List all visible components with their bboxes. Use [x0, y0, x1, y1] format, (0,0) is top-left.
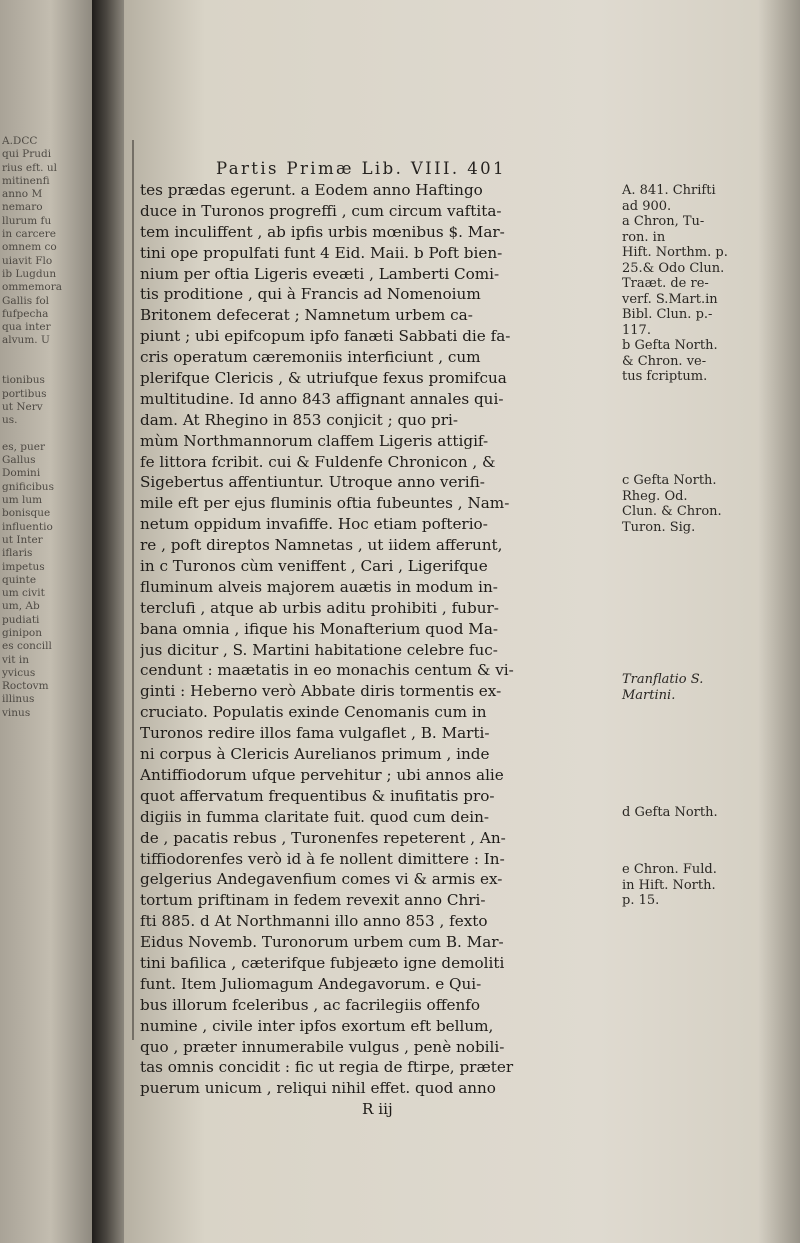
- facing-page-fragment: gnificibus: [2, 480, 54, 493]
- facing-page-fragment: iflaris: [2, 547, 33, 560]
- text-line: gelgerius Andegavenfium comes vi & armis ex-: [140, 870, 503, 889]
- margin-note-line: Rheg. Od.: [622, 488, 688, 504]
- text-line: duce in Turonos progreffi , cum circum vaftita-: [140, 201, 502, 220]
- text-line: bana omnia , ifique his Monafterium quod Ma-: [140, 619, 499, 638]
- facing-page-fragment: pudiati: [2, 613, 40, 626]
- text-line: in c Turonos cùm veniffent , Cari , Ligerifque: [140, 557, 488, 576]
- text-line: fe littora fcribit. cui & Fuldenfe Chronicon , &: [140, 452, 496, 471]
- text-line: cris operatum cæremoniis interficiunt , cum: [140, 348, 481, 367]
- text-line: ni corpus à Clericis Aurelianos primum , inde: [140, 745, 490, 764]
- text-line: puerum unicum , reliqui nihil effet. quod anno: [140, 1079, 496, 1098]
- text-line: tis proditione , qui à Francis ad Nomenoium: [140, 285, 481, 304]
- margin-note-line: A. 841. Chrifti: [622, 183, 716, 198]
- text-line: jus dicitur , S. Martini habitatione celebre fuc-: [140, 640, 498, 659]
- facing-page-fragment: um, Ab: [2, 600, 40, 613]
- margin-note: [622, 473, 772, 535]
- text-line: Eidus Novemb. Turonorum urbem cum B. Mar-: [140, 933, 504, 952]
- text-line: re , poft direptos Namnetas , ut iidem afferunt,: [140, 536, 503, 555]
- text-line: funt. Item Juliomagum Andegavorum. e Qui-: [140, 974, 482, 993]
- facing-page-fragment: tionibus: [2, 374, 45, 387]
- facing-page-fragment: [2, 428, 88, 441]
- running-head: Partis Primæ Lib. VIII. 401: [216, 159, 506, 178]
- text-line: Antiffiodorum ufque pervehitur ; ubi annos alie: [140, 765, 504, 784]
- facing-page-fragment: es, puer: [2, 440, 45, 453]
- book-gutter: [92, 0, 124, 1243]
- text-line: fluminum alveis majorem auætis in modum in-: [140, 577, 498, 596]
- margin-note-line: 25.& Odo Clun.: [622, 260, 725, 276]
- text-line: tini bafilica , cæterifque fubjeæto igne demoliti: [140, 953, 505, 972]
- margin-note-line: c Gefta North.: [622, 473, 717, 488]
- margin-note-line: in Hift. North.: [622, 877, 716, 893]
- text-line: nium per oftia Ligeris eveæti , Lamberti Comi-: [140, 264, 500, 283]
- margin-note-line: verf. S.Mart.in: [622, 291, 718, 307]
- margin-note-line: p. 15.: [622, 893, 660, 908]
- margin-note-line: Bibl. Clun. p.-: [622, 307, 713, 322]
- facing-page-fragment: ib Lugdun: [2, 267, 57, 280]
- facing-page-fragment: influentio: [2, 520, 53, 533]
- text-line: bus illorum fceleribus , ac facrilegiis offenfo: [140, 995, 481, 1014]
- facing-page-fragment: Roctovm: [2, 680, 49, 693]
- facing-page-fragment: uiavit Flo: [2, 254, 53, 267]
- text-line: tortum priftinam in fedem revexit anno Chri-: [140, 891, 486, 910]
- main-text-column: [140, 180, 660, 1120]
- facing-page-fragment: um lum: [2, 494, 43, 507]
- facing-page-fragment: us.: [2, 414, 18, 427]
- margin-note-line: Tranflatio S.: [622, 672, 704, 687]
- facing-page-fragment: llurum fu: [2, 214, 52, 227]
- text-line: fti 885. d At Northmanni illo anno 853 , fexto: [140, 912, 488, 931]
- margin-note-line: Turon. Sig.: [622, 519, 696, 535]
- margin-note-line: Hift. Northm. p.: [622, 245, 728, 260]
- margin-note-line: tus fcriptum.: [622, 369, 708, 384]
- margin-note: [622, 805, 772, 821]
- text-line: cruciato. Populatis exinde Cenomanis cum in: [140, 703, 487, 722]
- facing-page-fragment: ut Nerv: [2, 400, 43, 413]
- facing-page-fragment: [2, 361, 88, 374]
- text-line: ginti : Heberno verò Abbate diris tormentis ex-: [140, 682, 502, 701]
- text-line: cendunt : maætatis in eo monachis centum & vi-: [140, 661, 514, 680]
- facing-page-fragment: in carcere: [2, 228, 56, 241]
- facing-page-fragment: Gallis fol: [2, 294, 50, 307]
- facing-page-fragment: vit in: [2, 653, 29, 666]
- text-line: Turonos redire illos fama vulgaflet , B. Marti-: [140, 724, 490, 743]
- margin-note: [622, 672, 772, 703]
- text-line: piunt ; ubi epifcopum ipfo fanæti Sabbati die fa-: [140, 327, 511, 346]
- text-line: tini ope propulfati funt 4 Eid. Maii. b Poft bien-: [140, 243, 503, 262]
- facing-page-fragments: [2, 135, 88, 720]
- text-line: quo , præter innumerabile vulgus , penè nobili-: [140, 1037, 505, 1056]
- text-line: dam. At Rhegino in 853 conjicit ; quo pri-: [140, 410, 458, 429]
- text-line: tas omnis concidit : fic ut regia de ftirpe, præter: [140, 1058, 514, 1077]
- text-line: Sigebertus affentiuntur. Utroque anno verifi-: [140, 473, 485, 492]
- text-line: digiis in fumma claritate fuit. quod cum dein-: [140, 807, 490, 826]
- facing-page-fragment: qua inter: [2, 321, 51, 334]
- margin-note-line: ad 900.: [622, 198, 672, 214]
- text-line: tem inculiffent , ab ipfis urbis mœnibus $. Mar-: [140, 222, 505, 241]
- facing-page-fragment: alvum. U: [2, 334, 50, 347]
- facing-page-fragment: portibus: [2, 387, 47, 400]
- facing-page-fragment: ut Inter: [2, 533, 43, 546]
- margin-note: [622, 862, 772, 909]
- margin-note-line: Traæt. de re-: [622, 276, 709, 291]
- facing-page-fragment: qui Prudi: [2, 148, 52, 161]
- text-line: numine , civile inter ipfos exortum eft bellum,: [140, 1016, 494, 1035]
- facing-page-fragment: es concill: [2, 640, 52, 653]
- margin-note-line: b Gefta North.: [622, 338, 718, 353]
- margin-note-line: & Chron. ve-: [622, 353, 707, 369]
- text-line: netum oppidum invafiffe. Hoc etiam pofterio-: [140, 515, 488, 534]
- facing-page-fragment: anno M: [2, 188, 43, 201]
- margin-note-line: Clun. & Chron.: [622, 504, 722, 519]
- facing-page-fragment: nemaro: [2, 201, 43, 214]
- margin-note: [622, 183, 772, 385]
- facing-page-fragment: omnem co: [2, 241, 57, 254]
- text-line: quot affervatum frequentibus & inufitatis pro-: [140, 786, 495, 805]
- facing-page-fragment: impetus: [2, 560, 45, 573]
- facing-page-fragment: vinus: [2, 706, 31, 719]
- facing-page-fragment: [2, 348, 88, 361]
- facing-page-fragment: A.DCC: [2, 135, 38, 147]
- text-line: mùm Northmannorum claffem Ligeris attigif-: [140, 431, 489, 450]
- margin-note-line: 117.: [622, 322, 651, 338]
- facing-page-edge: [0, 0, 92, 1243]
- facing-page-fragment: bonisque: [2, 507, 51, 520]
- facing-page-fragment: ommemora: [2, 281, 63, 294]
- text-line: plerifque Clericis , & utriufque fexus promifcua: [140, 369, 507, 388]
- margin-note-line: Martini.: [622, 687, 676, 703]
- facing-page-fragment: Domini: [2, 467, 41, 480]
- margin-note-line: a Chron, Tu-: [622, 214, 705, 229]
- facing-page-fragment: mitinenfi: [2, 174, 50, 187]
- text-line: terclufi , atque ab urbis aditu prohibiti , fubur-: [140, 598, 499, 617]
- facing-page-fragment: ginipon: [2, 626, 43, 639]
- signature-mark: R iij: [362, 1100, 393, 1119]
- facing-page-fragment: illinus: [2, 693, 35, 706]
- margin-rule: [132, 140, 134, 1040]
- text-line: de , pacatis rebus , Turonenfes repeterent , An-: [140, 828, 506, 847]
- text-line: mile eft per ejus fluminis oftia fubeuntes , Nam-: [140, 494, 510, 513]
- text-line: multitudine. Id anno 843 affignant annales qui-: [140, 389, 504, 408]
- text-line: Britonem defecerat ; Namnetum urbem ca-: [140, 306, 473, 325]
- margin-note-line: ron. in: [622, 229, 666, 245]
- facing-page-fragment: um civit: [2, 587, 45, 600]
- facing-page-fragment: quinte: [2, 573, 37, 586]
- facing-page-fragment: fufpecha: [2, 307, 49, 320]
- facing-page-fragment: yvicus: [2, 666, 36, 679]
- facing-page-fragment: rius eft. ul: [2, 161, 57, 174]
- text-line: tes prædas egerunt. a Eodem anno Haftingo: [140, 181, 483, 199]
- margin-note-line: e Chron. Fuld.: [622, 862, 717, 877]
- text-line: tiffiodorenfes verò id à fe nollent dimittere : In-: [140, 849, 505, 868]
- facing-page-fragment: Gallus: [2, 454, 36, 467]
- margin-note-line: d Gefta North.: [622, 805, 718, 820]
